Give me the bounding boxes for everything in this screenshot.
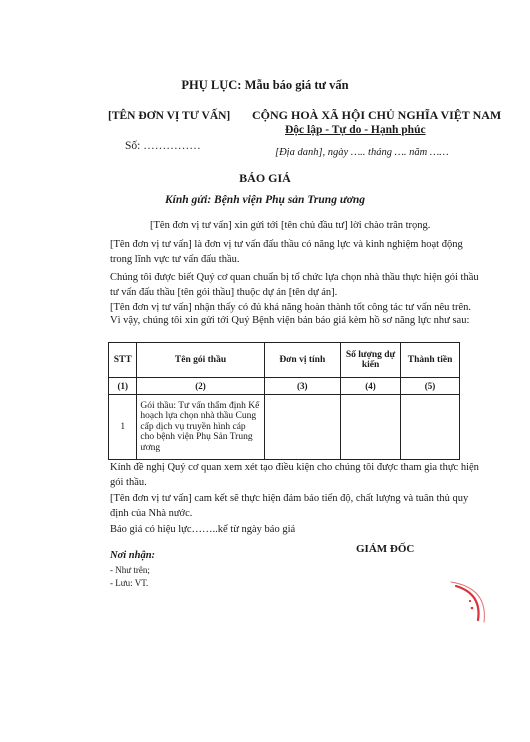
index-cell: (1) (109, 378, 137, 395)
recipient-line: Kính gửi: Bệnh viện Phụ sản Trung ương (164, 194, 366, 206)
awareness-paragraph: Chúng tôi được biết Quý cơ quan chuẩn bị tổ chức lựa chọn nhà thầu thực hiện gói thầu tư vấn đấu thầu [tên gói thầu] thuộc dự án [tên dự án]. (110, 272, 479, 298)
row-package-name: Gói thầu: Tư vấn thẩm định Kế hoạch lựa chọn nhà thầu Cung cấp dịch vụ truyền hình cáp cho bệnh viện Phụ Sản Trung ương (137, 395, 264, 460)
table-index-row (109, 378, 460, 395)
recipient-item: - Lưu: VT. (110, 578, 149, 588)
organization-name: [TÊN ĐƠN VỊ TƯ VẤN] (108, 110, 231, 122)
header-quantity: Số lượng dự kiến (340, 343, 400, 378)
header-stt: STT (109, 343, 137, 378)
row-unit (264, 395, 340, 460)
request-paragraph: Kính đề nghị Quý cơ quan xem xét tạo điều kiện cho chúng tôi được tham gia thực hiện gói thầu. (110, 462, 479, 488)
row-amount (401, 395, 460, 460)
place-and-date: [Địa danh], ngày ….. tháng …. năm …… (275, 147, 449, 158)
greeting-paragraph: [Tên đơn vị tư vấn] xin gửi tới [tên chủ đầu tư] lời chào trân trọng. (150, 220, 431, 231)
commitment-paragraph: [Tên đơn vị tư vấn] cam kết sẽ thực hiện đảm bảo tiến độ, chất lượng và tuân thủ quy định của Nhà nước. (110, 493, 469, 519)
index-cell: (4) (340, 378, 400, 395)
index-cell: (2) (137, 378, 264, 395)
row-stt: 1 (109, 395, 137, 460)
index-cell: (3) (264, 378, 340, 395)
header-amount: Thành tiền (401, 343, 460, 378)
document-title: BÁO GIÁ (239, 171, 291, 185)
national-title: CỘNG HOÀ XÃ HỘI CHỦ NGHĨA VIỆT NAM (252, 108, 502, 122)
table-header-row (109, 343, 460, 378)
capability-paragraph: [Tên đơn vị tư vấn] nhận thấy có đủ khả năng hoàn thành tốt công tác tư vấn nêu trên. Vì vậy, chúng tôi xin gửi tới Quý Bệnh viện bản báo giá kèm hồ sơ năng lực như sau: (110, 302, 471, 326)
appendix-title: PHỤ LỤC: Mẫu báo giá tư vấn (181, 78, 349, 92)
national-motto: Độc lập - Tự do - Hạnh phúc (285, 124, 426, 136)
document-number: Số: …………… (125, 140, 201, 152)
index-cell: (5) (401, 378, 460, 395)
recipient-item: - Như trên; (110, 565, 150, 575)
signer-title: GIÁM ĐỐC (356, 543, 415, 555)
recipients-label: Nơi nhận: (110, 550, 156, 561)
seal-stamp-icon (448, 580, 488, 624)
header-package-name: Tên gói thầu (137, 343, 264, 378)
table-row (109, 395, 460, 460)
header-unit: Đơn vị tính (264, 343, 340, 378)
quotation-table (108, 342, 460, 460)
intro-paragraph: [Tên đơn vị tư vấn] là đơn vị tư vấn đấu thầu có năng lực và kinh nghiệm hoạt động trong lĩnh vực tư vấn đấu thầu. (110, 239, 463, 265)
validity-paragraph: Báo giá có hiệu lực……..kể từ ngày báo giá (110, 524, 296, 535)
row-quantity (340, 395, 400, 460)
